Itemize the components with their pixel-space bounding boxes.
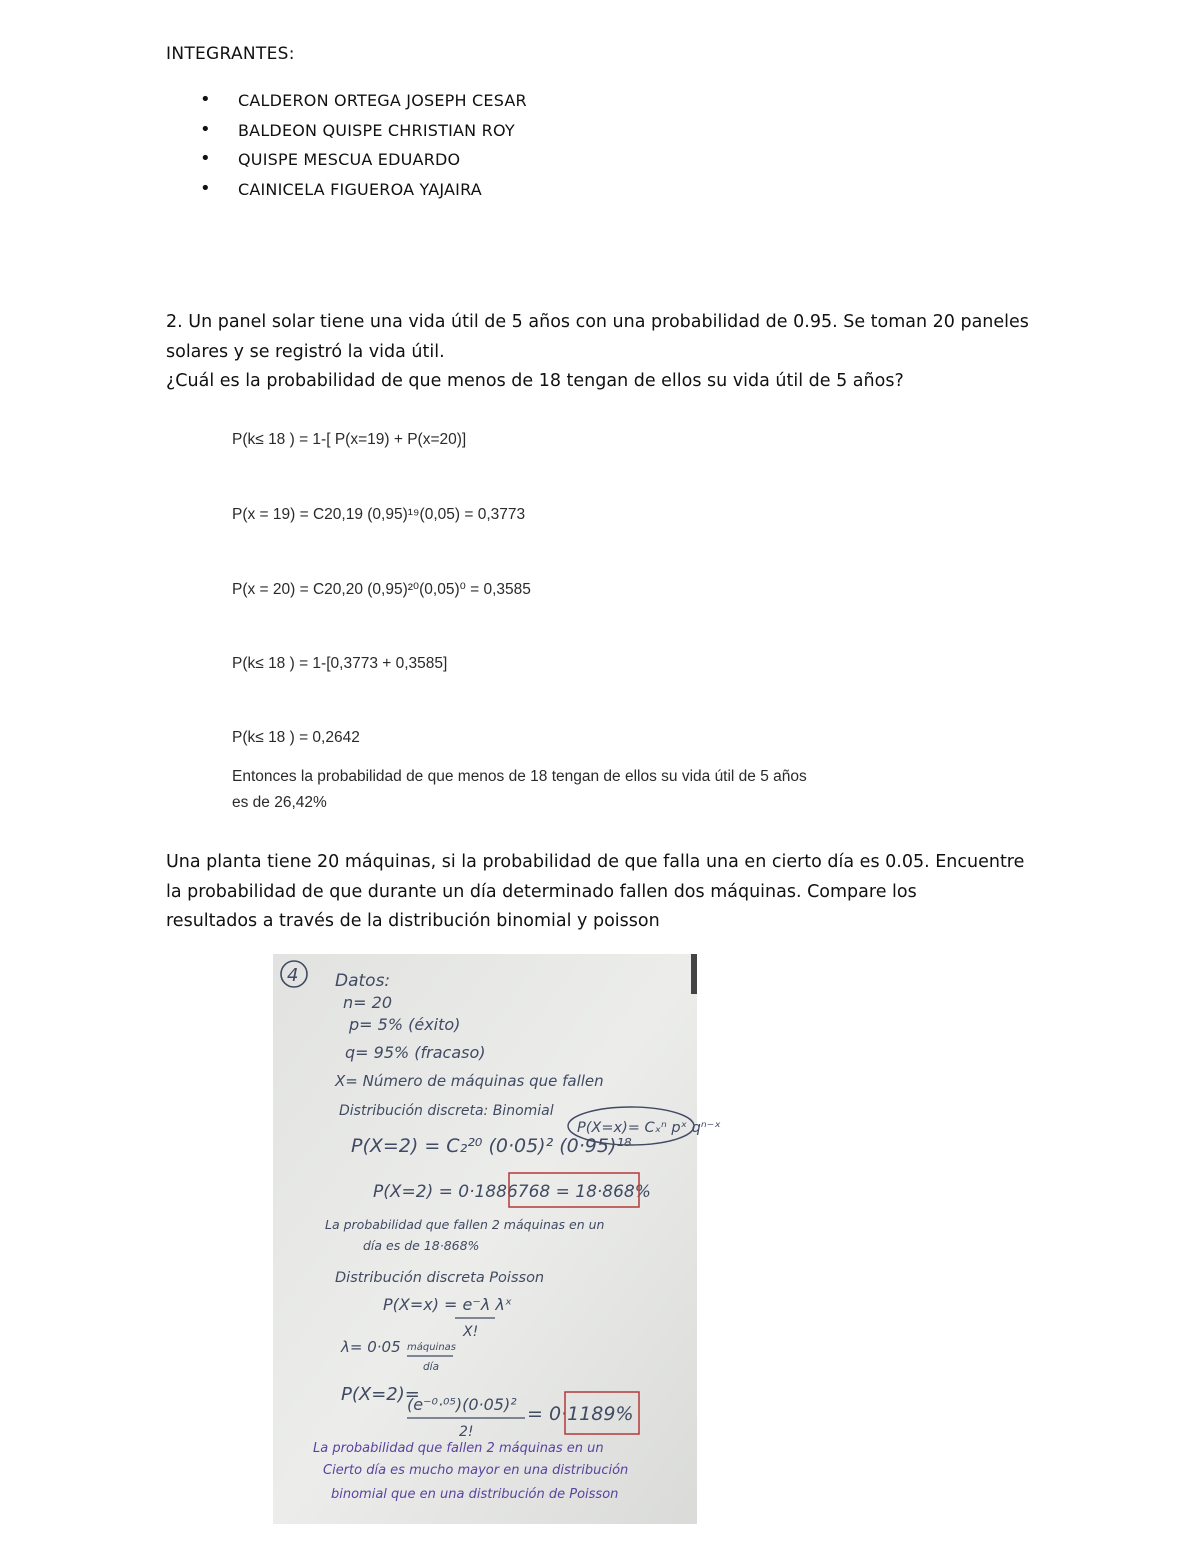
machines-problem-line: la probabilidad de que durante un día determinado fallen dos máquinas. Compare los bbox=[166, 881, 917, 902]
hw-final-conclusion: binomial que en una distribución de Poisson bbox=[331, 1487, 619, 1502]
hw-n: n= 20 bbox=[343, 993, 392, 1012]
solution-conclusion: Entonces la probabilidad de que menos de 18 tengan de ellos su vida útil de 5 años es de 26,42% bbox=[232, 768, 807, 811]
hw-poisson-denominator: 2! bbox=[459, 1424, 474, 1440]
machines-problem-line: Una planta tiene 20 máquinas, si la probabilidad de que falla una en cierto día es 0.05. Encuentre bbox=[166, 852, 1025, 872]
hw-lambda-unit: día bbox=[423, 1361, 440, 1373]
list-item: • CALDERON ORTEGA JOSEPH CESAR bbox=[200, 89, 527, 110]
equation-p20: P(x = 20) = C20,20 (0,95)²⁰(0,05)⁰ = 0,3585 bbox=[232, 581, 531, 598]
hw-poisson-formula: P(X=x) = e⁻λ λˣ bbox=[383, 1295, 512, 1314]
hw-poisson-heading: Distribución discreta Poisson bbox=[335, 1270, 545, 1286]
handwritten-solution-photo bbox=[273, 954, 721, 1524]
hw-binomial-formula: P(X=x)= Cₓⁿ pˣ qⁿ⁻ˣ bbox=[577, 1120, 721, 1136]
machines-problem-statement bbox=[166, 848, 1036, 937]
equation-complement: P(k≤ 18 ) = 1-[ P(x=19) + P(x=20)] bbox=[232, 431, 467, 448]
machines-problem-line: resultados a través de la distribución binomial y poisson bbox=[166, 911, 660, 931]
hw-lambda: λ= 0·05 bbox=[341, 1338, 401, 1356]
hw-binomial-heading: Distribución discreta: Binomial bbox=[339, 1103, 554, 1119]
paper-background bbox=[273, 954, 697, 1524]
hw-lambda-unit: máquinas bbox=[407, 1342, 457, 1353]
hw-x-definition: X= Número de máquinas que fallen bbox=[335, 1072, 604, 1090]
hw-binomial-conclusion: La probabilidad que fallen 2 máquinas en un bbox=[325, 1217, 605, 1232]
bullet-icon: • bbox=[200, 148, 211, 170]
problem-2-line: 2. Un panel solar tiene una vida útil de 5 años con una probabilidad de 0.95. Se toman 20 paneles bbox=[166, 312, 1029, 332]
equation-p19: P(x = 19) = C20,19 (0,95)¹⁹(0,05) = 0,3773 bbox=[232, 506, 526, 523]
hw-poisson-numerator: (e⁻⁰·⁰⁵)(0·05)² bbox=[407, 1395, 517, 1414]
list-item: • CAINICELA FIGUEROA YAJAIRA bbox=[200, 177, 482, 199]
bullet-icon: • bbox=[200, 89, 211, 110]
members-list bbox=[166, 90, 527, 208]
bullet-icon: • bbox=[200, 118, 211, 140]
hw-poisson-label: P(X=2)= bbox=[341, 1384, 420, 1405]
hw-p: p= 5% (éxito) bbox=[349, 1015, 461, 1034]
list-item: • BALDEON QUISPE CHRISTIAN ROY bbox=[200, 118, 515, 140]
bullet-icon: • bbox=[200, 177, 211, 199]
hw-binomial-result: P(X=2) = 0·1886768 = 18·868% bbox=[373, 1182, 651, 1202]
photo-edge bbox=[691, 954, 697, 994]
hw-number: 4 bbox=[287, 965, 299, 986]
equation-result: P(k≤ 18 ) = 0,2642 bbox=[232, 729, 360, 746]
hw-poisson-result: = 0·1189% bbox=[527, 1403, 634, 1425]
hw-binomial-calc: P(X=2) = C₂²⁰ (0·05)² (0·95)¹⁸ bbox=[351, 1135, 632, 1157]
problem-2-question: ¿Cuál es la probabilidad de que menos de 18 tengan de ellos su vida útil de 5 años? bbox=[166, 371, 904, 391]
equation-substitution: P(k≤ 18 ) = 1-[0,3773 + 0,3585] bbox=[232, 655, 448, 672]
members-heading: INTEGRANTES: bbox=[166, 44, 295, 64]
hw-datos: Datos: bbox=[335, 971, 391, 991]
problem-2-statement bbox=[166, 308, 1036, 397]
problem-2-line: solares y se registró la vida útil. bbox=[166, 341, 445, 362]
hw-final-conclusion: Cierto día es mucho mayor en una distribución bbox=[323, 1463, 629, 1478]
list-item: • QUISPE MESCUA EDUARDO bbox=[200, 148, 461, 170]
hw-final-conclusion: La probabilidad que fallen 2 máquinas en un bbox=[313, 1441, 604, 1456]
hw-poisson-denominator: X! bbox=[463, 1324, 479, 1340]
hw-binomial-conclusion: día es de 18·868% bbox=[363, 1238, 480, 1253]
hw-q: q= 95% (fracaso) bbox=[345, 1043, 486, 1062]
